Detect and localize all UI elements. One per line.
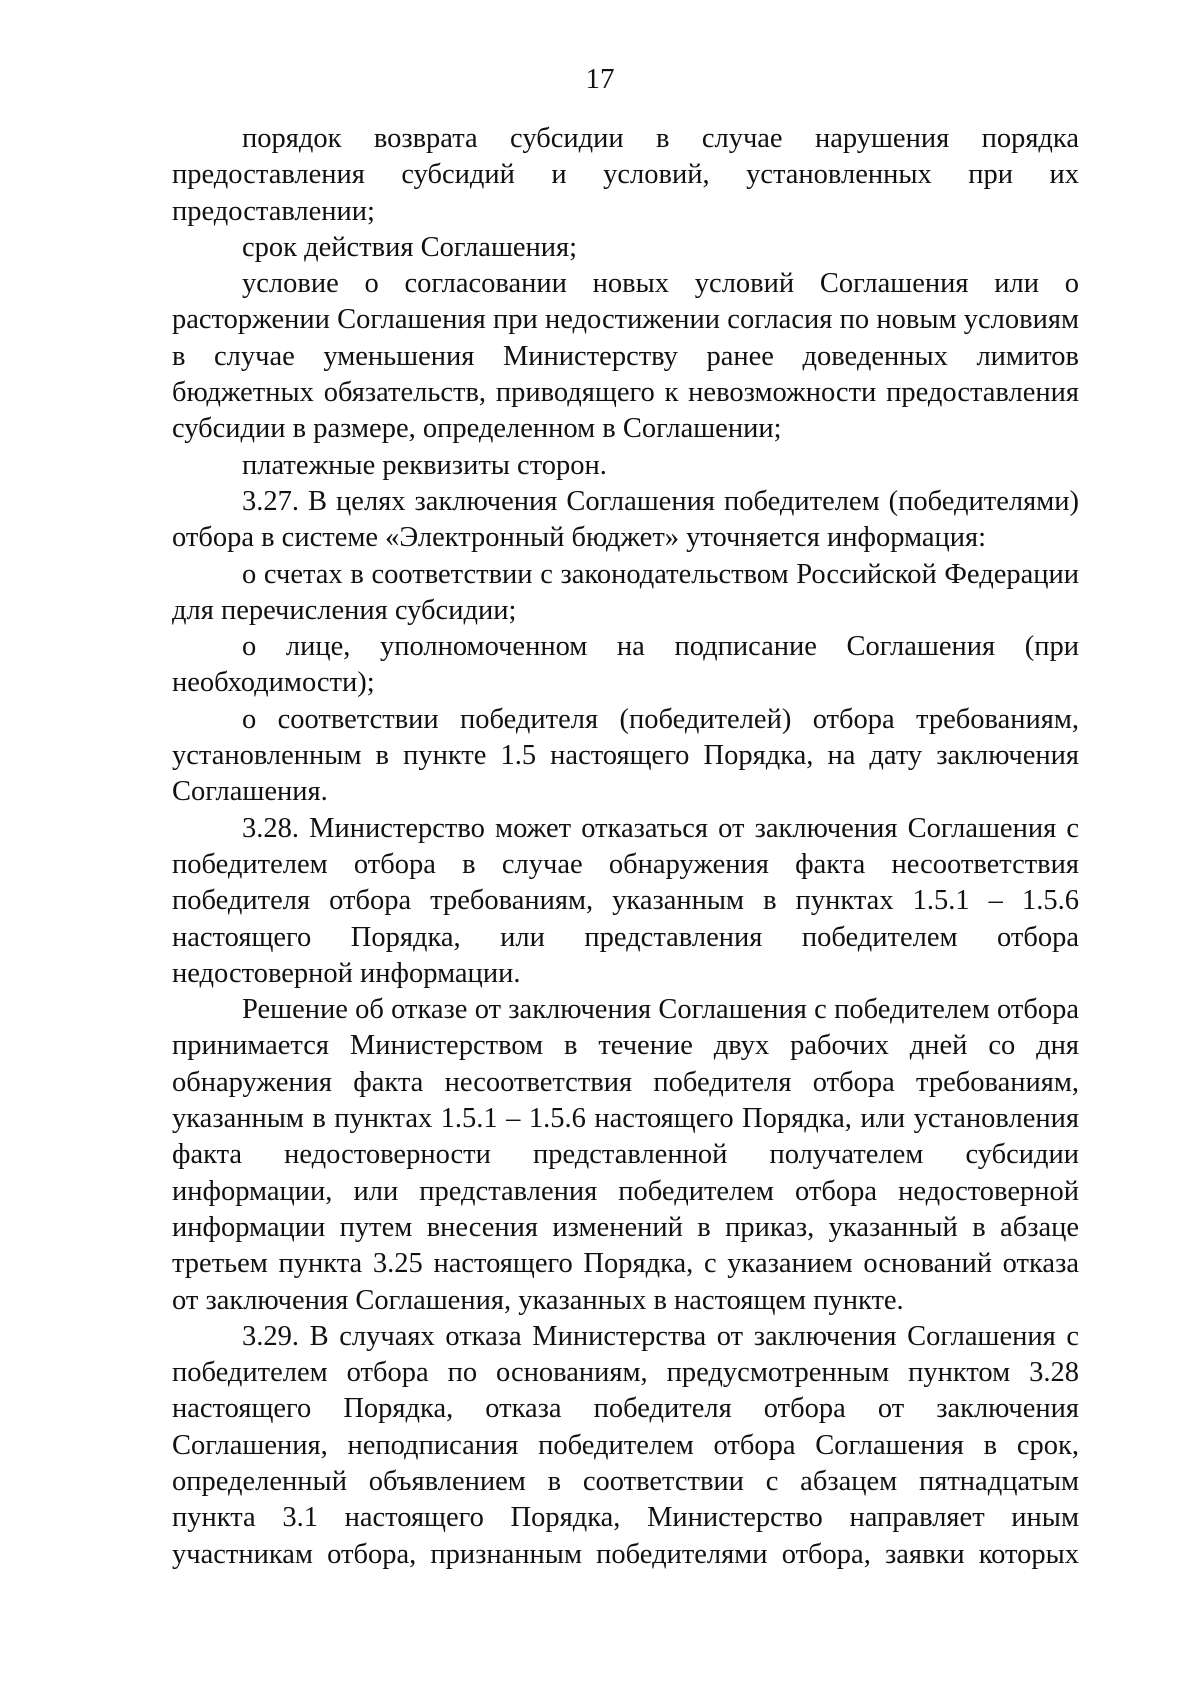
paragraph-accounts: о счетах в соответствии с законодательством Российской Федерации для перечисления субсидии;: [172, 558, 1079, 626]
document-body: [172, 121, 1079, 1573]
paragraph-3-29: 3.29. В случаях отказа Министерства от заключения Соглашения с победителем отбора по основаниям, предусмотренным пунктом 3.28 настоящего Порядка, отказа победителя отбора от заключения Соглашения, неподписания победителем отбора Соглашения в срок, определенный объявлением в соответствии с абзацем пятнадцатым пункта 3.1 настоящего Порядка, Министерство направляет иным участникам отбора, признанным победителями отбора, заявки которых: [172, 1320, 1079, 1570]
paragraph-authorized-person: о лице, уполномоченном на подписание Соглашения (при необходимости);: [172, 631, 1079, 699]
paragraph-3-28: 3.28. Министерство может отказаться от заключения Соглашения с победителем отбора в случае обнаружения факта несоответствия победителя отбора требованиям, указанным в пунктах 1.5.1 – 1.5.6 настоящего Порядка, или представления победителем отбора недостоверной информации.: [172, 812, 1079, 989]
paragraph-3-27: 3.27. В целях заключения Соглашения победителем (победителями) отбора в системе «Электронный бюджет» уточняется информация:: [172, 485, 1079, 554]
paragraph-return-procedure: порядок возврата субсидии в случае нарушения порядка предоставления субсидий и условий, установленных при их предоставлении;: [172, 123, 1079, 227]
paragraph-agreement-term: срок действия Соглашения;: [242, 231, 578, 263]
paragraph-refusal-decision: Решение об отказе от заключения Соглашения с победителем отбора принимается Министерством в течение двух рабочих дней со дня обнаружения факта несоответствия победителя отбора требованиям, указанным в пунктах 1.5.1 – 1.5.6 настоящего Порядка, или установления факта недостоверности представленной получателем субсидии информации, или представления победителем отбора недостоверной информации путем внесения изменений в приказ, указанный в абзаце третьем пункта 3.25 настоящего Порядка, с указанием оснований отказа от заключения Соглашения, указанных в настоящем пункте.: [172, 994, 1079, 1316]
page-number: 17: [585, 63, 615, 95]
paragraph-payment-details: платежные реквизиты сторон.: [242, 449, 607, 481]
paragraph-compliance: о соответствии победителя (победителей) отбора требованиям, установленным в пункте 1.5 настоящего Порядка, на дату заключения Соглашения.: [172, 703, 1079, 808]
paragraph-new-conditions: условие о согласовании новых условий Соглашения или о расторжении Соглашения при недостижении согласия по новым условиям в случае уменьшения Министерству ранее доведенных лимитов бюджетных обязательств, приводящего к невозможности предоставления субсидии в размере, определенном в Соглашении;: [172, 268, 1079, 445]
